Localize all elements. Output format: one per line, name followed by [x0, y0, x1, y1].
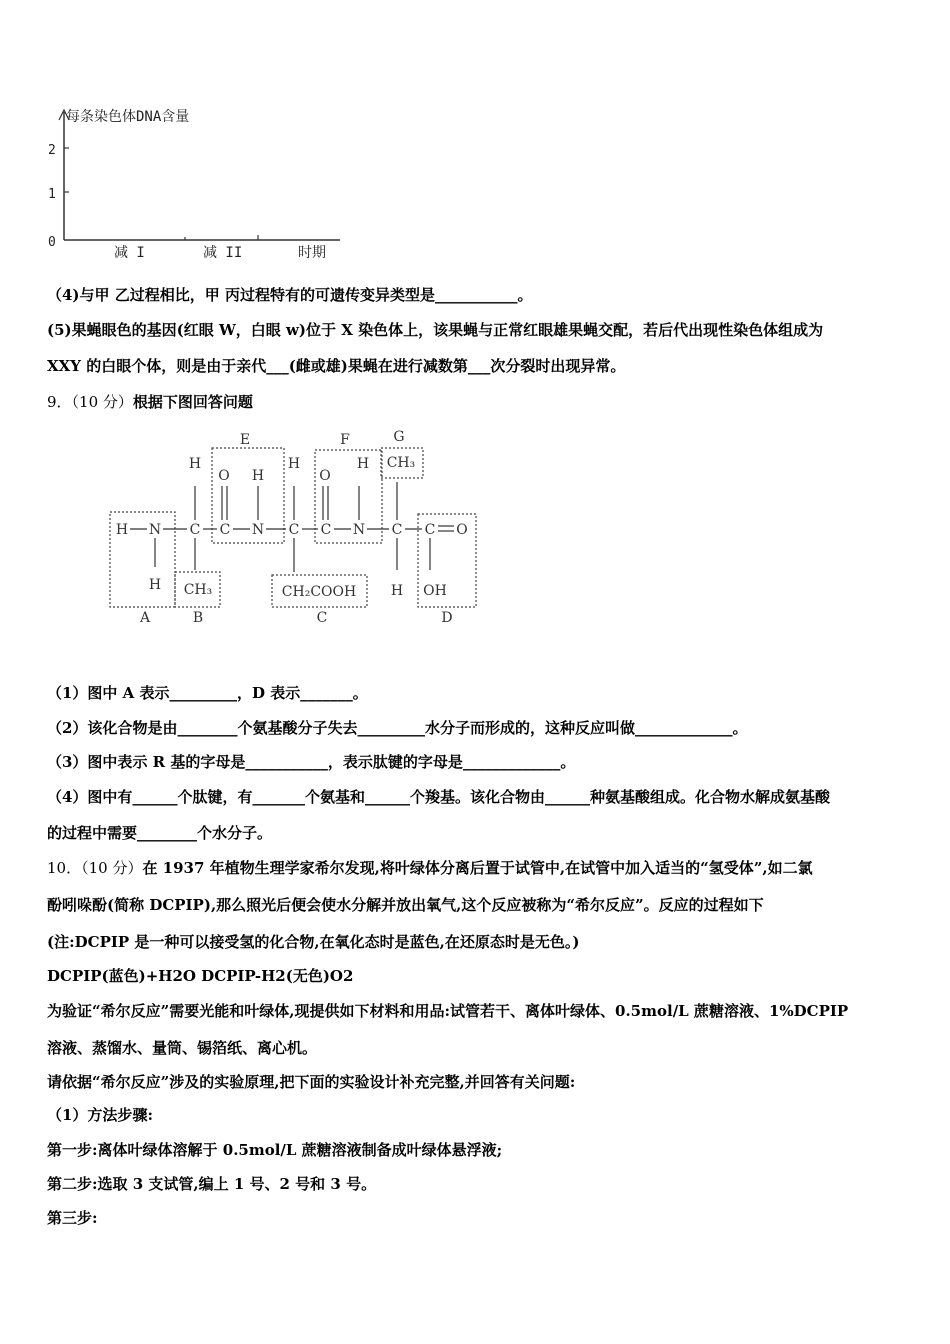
atom-h-amino-lower: H: [148, 577, 162, 593]
atom-o-carbonyl2: O: [319, 468, 331, 484]
q9-sub1: （1）图中 A 表示_________，D 表示_______。: [47, 684, 368, 702]
q10-step1: 第一步:离体叶绿体溶解于 0.5mol/L 蔗糖溶液制备成叶绿体悬浮液;: [47, 1141, 503, 1159]
atom-n1: N: [148, 522, 162, 538]
atom-n2: N: [251, 522, 265, 538]
atom-o-carbonyl1: O: [218, 468, 230, 484]
q10-method-heading: （1）方法步骤:: [47, 1106, 153, 1124]
y-tick-2: 2: [48, 143, 56, 158]
q9-sub2: （2）该化合物是由________个氨基酸分子失去_________水分子而形成的，这种反应叫做_____________。: [47, 719, 748, 737]
q9-sub4-line1: （4）图中有______个肽键，有_______个氨基和______个羧基。该化合物由______种氨基酸组成。化合物水解成氨基酸: [47, 788, 830, 806]
atom-h-alpha3: H: [390, 583, 404, 599]
atom-h-n2: H: [251, 468, 265, 484]
atom-ch2cooh-c: CH₂COOH: [281, 584, 357, 600]
q9-number: 9．（10 分）: [47, 393, 133, 411]
label-b: B: [192, 610, 204, 626]
atom-c-alpha1: C: [189, 522, 201, 538]
label-d: D: [441, 610, 453, 626]
atom-c-alpha2: C: [288, 522, 300, 538]
peptide-structure-diagram: [100, 422, 490, 630]
atom-c-carbonyl1: C: [219, 522, 231, 538]
atom-ch3-g: CH₃: [386, 455, 416, 471]
atom-n3: N: [352, 522, 366, 538]
label-g: G: [393, 429, 405, 445]
atom-h-alpha1: H: [188, 456, 202, 472]
q10-line5: 为验证“希尔反应”需要光能和叶绿体,现提供如下材料和用品:试管若干、离体叶绿体、0.5mol/L 蔗糖溶液、1%DCPIP: [47, 1002, 849, 1020]
q10-intro: 在 1937 年植物生理学家希尔发现,将叶绿体分离后置于试管中,在试管中加入适当的“氢受体”,如二氯: [142, 859, 813, 877]
atom-h-amino-left: H: [115, 522, 129, 538]
y-tick-1: 1: [48, 187, 56, 202]
x-tick-meiosis-1: 减 I: [114, 245, 145, 261]
q9-header: [47, 392, 253, 412]
q10-number: 10．（10 分）: [47, 859, 143, 877]
dna-content-graph: [40, 100, 360, 265]
q10-equation: DCPIP(蓝色)+H2O DCPIP-H2(无色)O2: [47, 967, 354, 985]
q9-title: 根据下图回答问题: [132, 393, 253, 411]
atom-c-carboxyl: C: [424, 522, 436, 538]
q10-line2: 酚吲哚酚(简称 DCPIP),那么照光后便会使水分解并放出氧气,这个反应被称为“希尔反应”。反应的过程如下: [47, 896, 764, 914]
q10-step2: 第二步:选取 3 支试管,编上 1 号、2 号和 3 号。: [47, 1175, 377, 1193]
q10-line1: [47, 858, 813, 878]
label-a: A: [139, 610, 151, 626]
atom-ch3-b: CH₃: [183, 582, 213, 598]
q10-step3: 第三步:: [47, 1209, 98, 1227]
q9-sub4-line2: 的过程中需要________个水分子。: [47, 824, 273, 842]
atom-c-alpha3: C: [391, 522, 403, 538]
y-axis-label: 每条染色体DNA含量: [66, 109, 190, 125]
q8-part4: （4)与甲 乙过程相比，甲 丙过程特有的可遗传变异类型是___________。: [47, 286, 533, 304]
q10-line7: 请依据“希尔反应”涉及的实验原理,把下面的实验设计补充完整,并回答有关问题:: [47, 1073, 576, 1091]
label-e: E: [239, 432, 251, 448]
q10-line3: (注:DCPIP 是一种可以接受氢的化合物,在氧化态时是蓝色,在还原态时是无色。): [47, 933, 580, 951]
atom-c-carbonyl2: C: [320, 522, 332, 538]
x-tick-period: 时期: [298, 245, 326, 261]
x-tick-meiosis-2: 减 II: [203, 245, 243, 261]
q8-part5-line1: (5)果蝇眼色的基因(红眼 W，白眼 w)位于 X 染色体上，该果蝇与正常红眼雄果蝇交配，若后代出现性染色体组成为: [47, 321, 824, 339]
atom-h-alpha2: H: [287, 456, 301, 472]
label-f: F: [340, 432, 350, 448]
atom-oh-carboxyl: OH: [423, 583, 447, 599]
y-tick-0: 0: [48, 235, 56, 250]
q9-sub3: （3）图中表示 R 基的字母是___________，表示肽键的字母是_____________。: [47, 753, 576, 771]
atom-o-carboxyl: O: [456, 522, 468, 538]
atom-h-n3: H: [356, 456, 370, 472]
q8-part5-line2: XXY 的白眼个体，则是由于亲代___(雌或雄)果蝇在进行减数第___次分裂时出现异常。: [47, 357, 626, 375]
label-c: C: [316, 610, 328, 626]
q10-line6: 溶液、蒸馏水、量筒、锡箔纸、离心机。: [47, 1039, 318, 1057]
